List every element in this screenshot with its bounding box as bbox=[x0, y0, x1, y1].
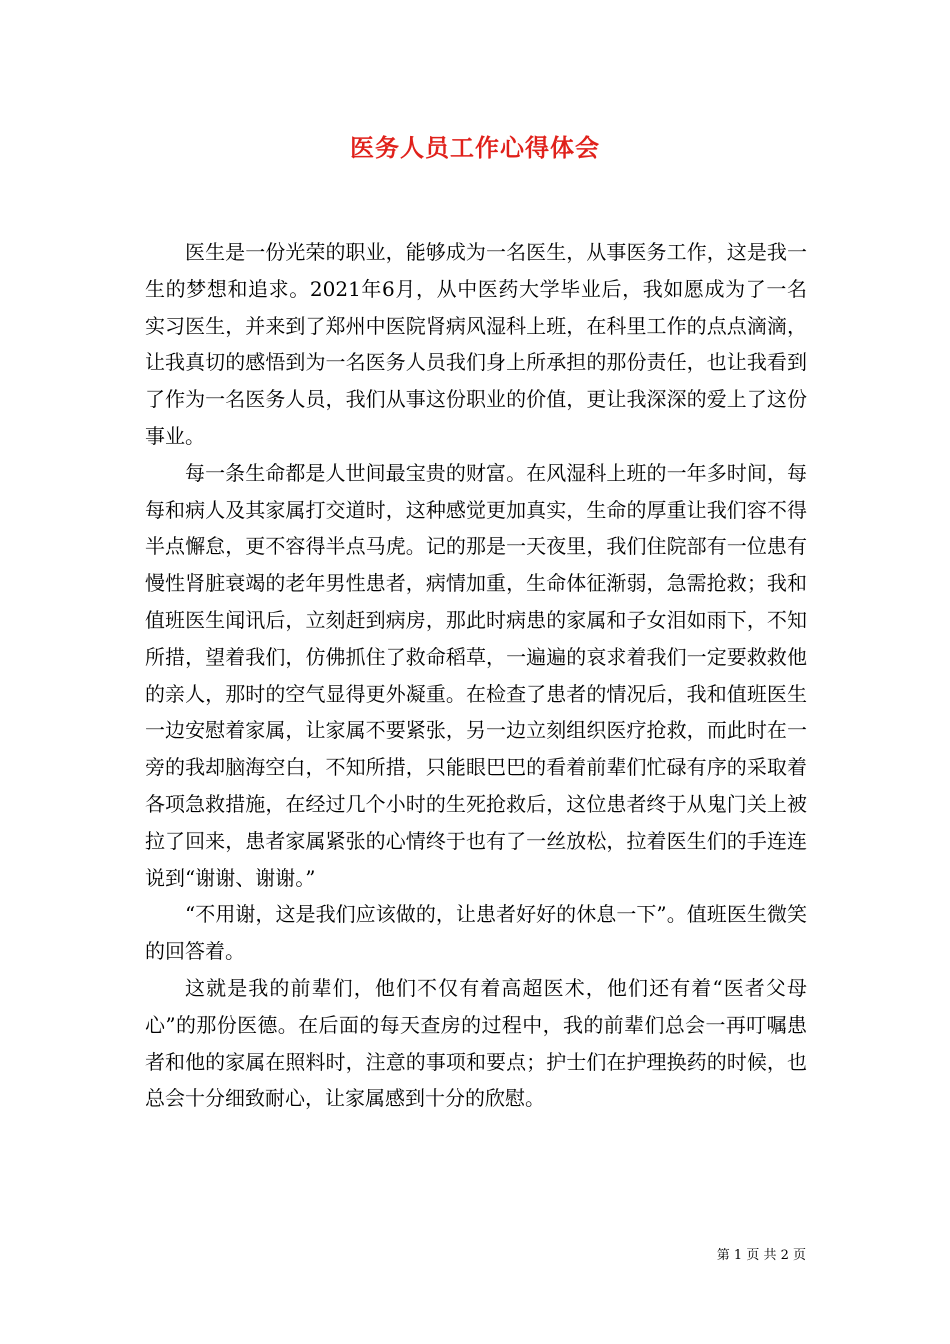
paragraph: “不用谢，这是我们应该做的，让患者好好的休息一下”。值班医生微笑的回答着。 bbox=[145, 902, 807, 964]
paragraph: 医生是一份光荣的职业，能够成为一名医生，从事医务工作，这是我一生的梦想和追求。2021年6月，从中医药大学毕业后，我如愿成为了一名实习医生，并来到了郑州中医院肾病风湿科上班，在科里工作的点点滴滴，让我真切的感悟到为一名医务人员我们身上所承担的那份责任，也让我看到了作为一名医务人员，我们从事这份职业的价值，更让我深深的爱上了这份事业。 bbox=[145, 240, 807, 448]
paragraph: 这就是我的前辈们，他们不仅有着高超医术，他们还有着“医者父母心”的那份医德。在后面的每天查房的过程中，我的前辈们总会一再叮嘱患者和他的家属在照料时，注意的事项和要点；护士们在护理换药的时候，也总会十分细致耐心，让家属感到十分的欣慰。 bbox=[145, 975, 807, 1111]
document-title: 医务人员工作心得体会 bbox=[350, 133, 600, 162]
paragraph: 每一条生命都是人世间最宝贵的财富。在风湿科上班的一年多时间，每每和病人及其家属打交道时，这种感觉更加真实，生命的厚重让我们容不得半点懈怠，更不容得半点马虎。记的那是一天夜里，我们住院部有一位患有慢性肾脏衰竭的老年男性患者，病情加重，生命体征渐弱，急需抢救；我和值班医生闻讯后，立刻赶到病房，那此时病患的家属和子女泪如雨下，不知所措，望着我们，仿佛抓住了救命稻草，一遍遍的哀求着我们一定要救救他的亲人，那时的空气显得更外凝重。在检查了患者的情况后，我和值班医生一边安慰着家属，让家属不要紧张，另一边立刻组织医疗抢救，而此时在一旁的我却脑海空白，不知所措，只能眼巴巴的看着前辈们忙碌有序的采取着各项急救措施，在经过几个小时的生死抢救后，这位患者终于从鬼门关上被拉了回来，患者家属紧张的心情终于也有了一丝放松，拉着医生们的手连连说到“谢谢、谢谢。” bbox=[145, 460, 807, 890]
page-number: 第 1 页 共 2 页 bbox=[716, 1248, 806, 1263]
document-body bbox=[145, 234, 807, 1117]
